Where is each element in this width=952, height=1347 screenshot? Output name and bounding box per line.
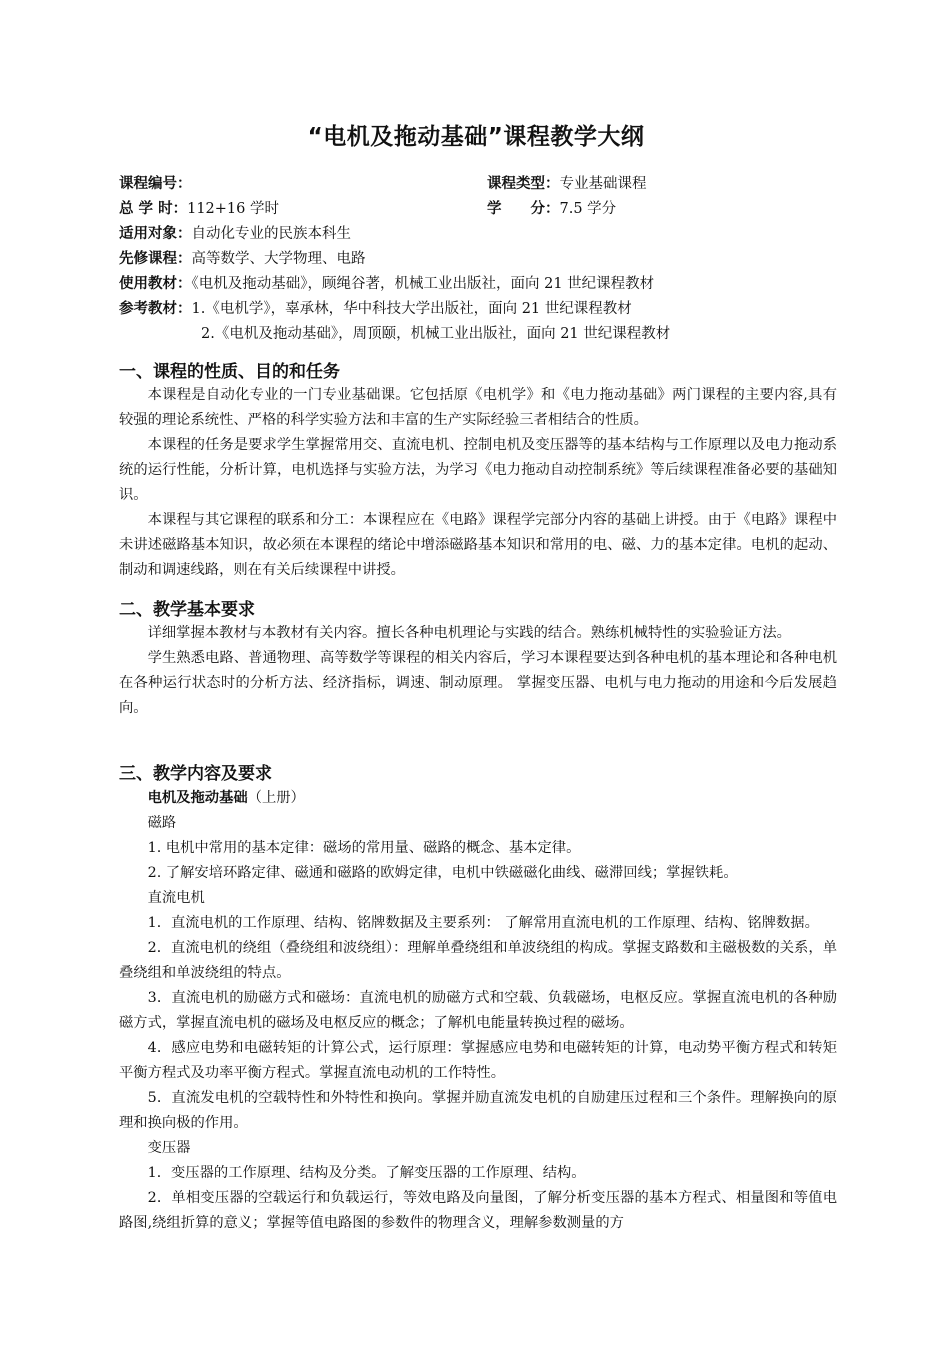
- list-item: 1．直流电机的工作原理、结构、铭牌数据及主要系列： 了解常用直流电机的工作原理、结构、铭牌数据。: [147, 915, 819, 931]
- meta-key: 使用教材：: [119, 276, 192, 292]
- meta-textbook: [119, 272, 654, 297]
- subsection-title-bold: 电机及拖动基础: [147, 790, 248, 806]
- section-1-heading: 一、课程的性质、目的和任务: [119, 362, 340, 382]
- list-item: 2．单相变压器的空载运行和负载运行，等效电路及向量图，了解分析变压器的基本方程式、相量图和等值电路图,绕组折算的意义；掌握等值电路图的参数件的物理含义，理解参数测量的方: [119, 1190, 837, 1231]
- meta-key: 课程类型：: [487, 176, 560, 192]
- meta-target: [119, 222, 351, 247]
- section-3-body: [119, 786, 837, 1236]
- meta-value: 专业基础课程: [559, 176, 647, 192]
- meta-key: 先修课程：: [119, 251, 192, 267]
- list-item: 3．直流电机的励磁方式和磁场：直流电机的励磁方式和空载、负载磁场，电枢反应。掌握直流电机的各种励磁方式，掌握直流电机的磁场及电枢反应的概念；了解机电能量转换过程的磁场。: [119, 990, 837, 1031]
- paragraph: 详细掌握本教材与本教材有关内容。擅长各种电机理论与实践的结合。熟练机械特性的实验验证方法。: [147, 625, 791, 641]
- document-title: “电机及拖动基础”课程教学大纲: [307, 124, 645, 150]
- list-item: 1．变压器的工作原理、结构及分类。了解变压器的工作原理、结构。: [147, 1165, 586, 1181]
- topic-heading: 变压器: [147, 1140, 191, 1156]
- meta-key: 学 分：: [487, 201, 560, 217]
- paragraph: 学生熟悉电路、普通物理、高等数学等课程的相关内容后，学习本课程要达到各种电机的基本理论和各种电机在各种运行状态时的分析方法、经济指标，调速、制动原理。 掌握变压器、电机与电力拖动的用途和今后发展趋向。: [119, 650, 837, 716]
- meta-course-code: [119, 172, 192, 197]
- meta-reference-2: [201, 322, 670, 347]
- meta-value: 112+16 学时: [187, 201, 279, 217]
- paragraph: 本课程是自动化专业的一门专业基础课。它包括原《电机学》和《电力拖动基础》两门课程的主要内容,具有较强的理论系统性、严格的科学实验方法和丰富的生产实际经验三者相结合的性质。: [119, 387, 837, 428]
- section-2-body: [119, 621, 837, 721]
- meta-value: 《电机及拖动基础》，顾绳谷著，机械工业出版社，面向 21 世纪课程教材: [191, 276, 655, 292]
- meta-course-type: [487, 172, 647, 197]
- meta-hours: [119, 197, 279, 222]
- subsection-title-suffix: （上册）: [247, 790, 305, 806]
- meta-value: 7.5 学分: [559, 201, 617, 217]
- meta-value: 自动化专业的民族本科生: [191, 226, 351, 242]
- paragraph: 本课程与其它课程的联系和分工：本课程应在《电路》课程学完部分内容的基础上讲授。由于《电路》课程中未讲述磁路基本知识，故必须在本课程的绪论中增添磁路基本知识和常用的电、磁、力的基本定律。电机的起动、制动和调速线路，则在有关后续课程中讲授。: [119, 512, 837, 578]
- meta-key: 课程编号：: [119, 176, 192, 192]
- meta-prereq: [119, 247, 366, 272]
- meta-reference: [119, 297, 632, 322]
- meta-value: 高等数学、大学物理、电路: [191, 251, 366, 267]
- section-2-heading: 二、教学基本要求: [119, 600, 255, 620]
- meta-key: 参考教材：: [119, 301, 192, 317]
- subsection-title: [119, 786, 837, 811]
- meta-key: 适用对象：: [119, 226, 192, 242]
- meta-credit: [487, 197, 616, 222]
- section-1-body: [119, 383, 837, 583]
- meta-key: 总 学 时：: [119, 201, 188, 217]
- section-3-heading: 三、教学内容及要求: [119, 764, 272, 784]
- list-item: 5．直流发电机的空载特性和外特性和换向。掌握并励直流发电机的自励建压过程和三个条件。理解换向的原理和换向极的作用。: [119, 1090, 837, 1131]
- list-item: 4．感应电势和电磁转矩的计算公式，运行原理：掌握感应电势和电磁转矩的计算，电动势平衡方程式和转矩平衡方程式及功率平衡方程式。掌握直流电动机的工作特性。: [119, 1040, 837, 1081]
- paragraph: 本课程的任务是要求学生掌握常用交、直流电机、控制电机及变压器等的基本结构与工作原理以及电力拖动系统的运行性能，分析计算，电机选择与实验方法，为学习《电力拖动自动控制系统》等后续课程准备必要的基础知识。: [119, 437, 837, 503]
- list-item: 2．直流电机的绕组（叠绕组和波绕组）：理解单叠绕组和单波绕组的构成。掌握支路数和主磁极数的关系，单叠绕组和单波绕组的特点。: [119, 940, 837, 981]
- topic-heading: 直流电机: [147, 890, 205, 906]
- meta-value: 1.《电机学》，辜承林，华中科技大学出版社，面向 21 世纪课程教材: [191, 301, 632, 317]
- meta-value: 2.《电机及拖动基础》，周顶颐，机械工业出版社，面向 21 世纪课程教材: [201, 326, 671, 342]
- list-item: 1. 电机中常用的基本定律：磁场的常用量、磁路的概念、基本定律。: [147, 840, 581, 856]
- topic-heading: 磁路: [147, 815, 177, 831]
- list-item: 2. 了解安培环路定律、磁通和磁路的欧姆定律，电机中铁磁磁化曲线、磁滞回线；掌握铁耗。: [147, 865, 738, 881]
